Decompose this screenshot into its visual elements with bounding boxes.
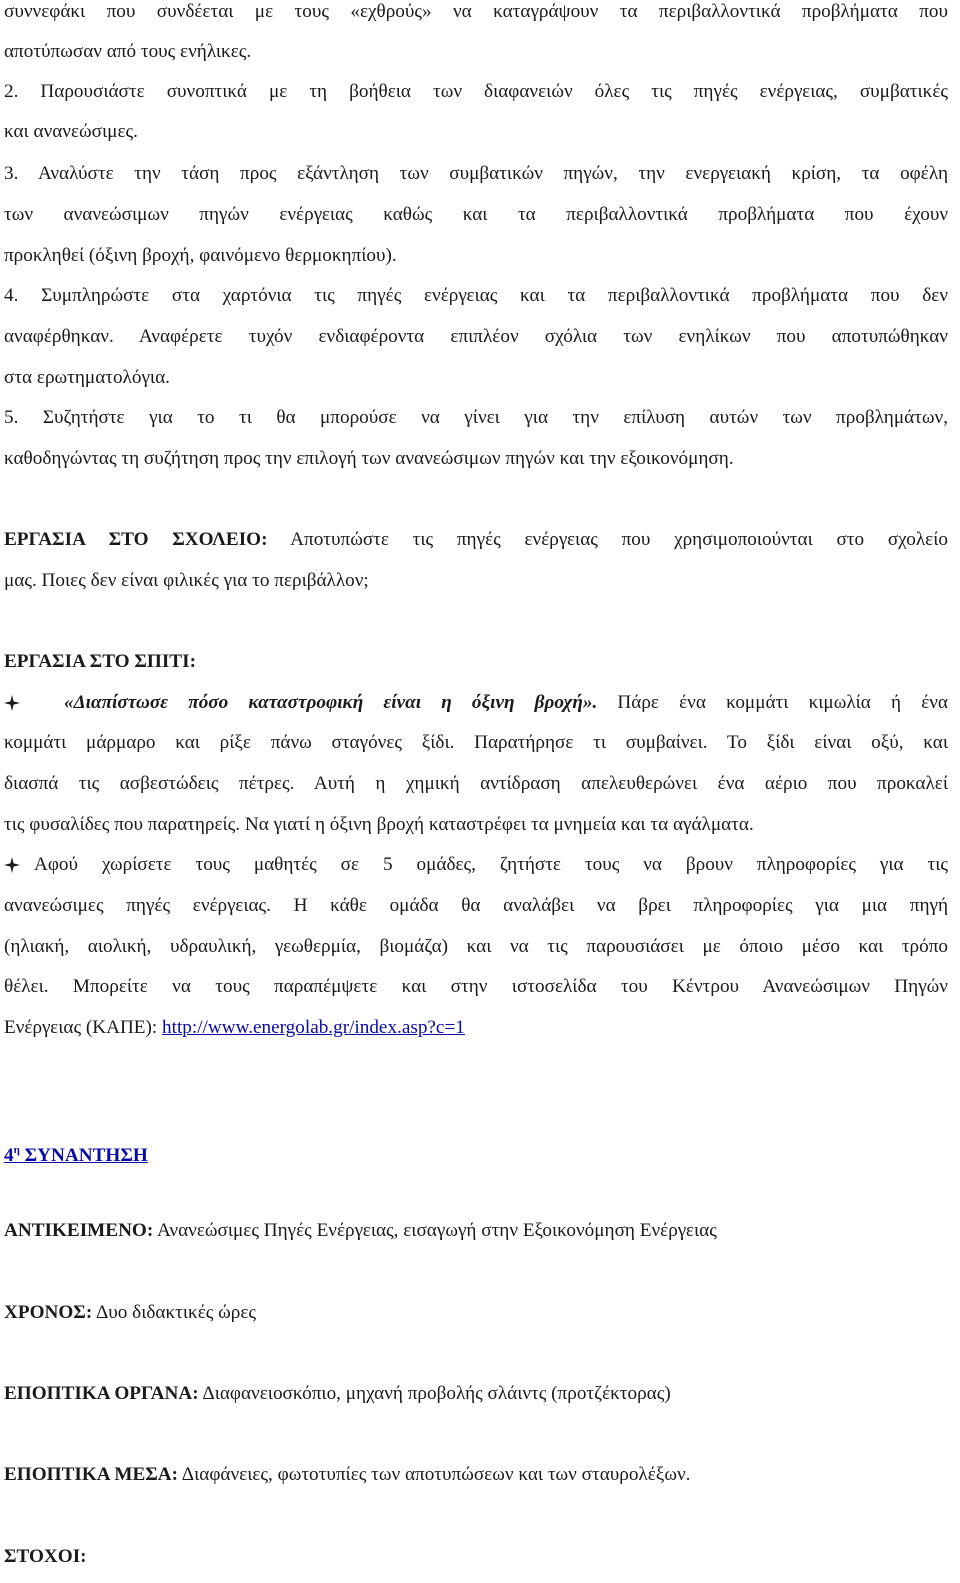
home-task-bullet-2 bbox=[4, 853, 948, 877]
time-value: Δυο διδακτικές ώρες bbox=[92, 1302, 257, 1323]
goals-label: ΣΤΟΧΟΙ: bbox=[4, 1546, 87, 1567]
text-line: αποτύπωσαν από τους ενήλικες. bbox=[4, 41, 252, 62]
text-line: συννεφάκι που συνδέεται με τους «εχθρούς» να καταγράψουν τα περιβαλλοντικά προβλήματα που bbox=[4, 1, 948, 22]
text-line: προκληθεί (όξινη βροχή, φαινόμενο θερμοκηπίου). bbox=[4, 245, 397, 266]
text-line: θέλει. Μπορείτε να τους παραπέμψετε και στην ιστοσελίδα του Κέντρου Ανανεώσιμων Πηγών bbox=[4, 976, 948, 997]
text-line: των ανανεώσιμων πηγών ενέργειας καθώς και τα περιβαλλοντικά προβλήματα που έχουν bbox=[4, 204, 948, 225]
text-line: και ανανεώσιμες. bbox=[4, 121, 138, 142]
object-label: ΑΝΤΙΚΕΙΜΕΝΟ: bbox=[4, 1220, 154, 1241]
object-value: Ανανεώσιμες Πηγές Ενέργειας, εισαγωγή στην Εξοικονόμηση Ενέργειας bbox=[153, 1220, 717, 1241]
meeting-title: ΣΥΝΑΝΤΗΣΗ bbox=[19, 1145, 148, 1166]
meeting-sup: η bbox=[13, 1144, 20, 1156]
bullet-1-text: Πάρε ένα κομμάτι κιμωλία ή ένα bbox=[597, 692, 948, 713]
text-line: στα ερωτηματολόγια. bbox=[4, 367, 170, 388]
organs-field bbox=[4, 1382, 948, 1406]
media-value: Διαφάνειες, φωτοτυπίες των αποτυπώσεων και των σταυρολέξων. bbox=[178, 1464, 691, 1485]
home-task-bullet-1 bbox=[4, 691, 948, 715]
list-item-4: 4. Συμπληρώστε στα χαρτόνια τις πηγές ενέργειας και τα περιβαλλοντικά προβλήματα που δεν bbox=[4, 285, 948, 306]
text-line: κομμάτι μάρμαρο και ρίξε πάνω σταγόνες ξίδι. Παρατήρησε τι συμβαίνει. Το ξίδι είναι οξύ, και bbox=[4, 732, 948, 753]
meeting-heading bbox=[4, 1138, 948, 1168]
text-line: ανανεώσιμες πηγές ενέργειας. Η κάθε ομάδα θα αναλάβει να βρει πληροφορίες για μια πηγή bbox=[4, 895, 948, 916]
organs-label: ΕΠΟΠΤΙΚΑ ΟΡΓΑΝΑ: bbox=[4, 1383, 199, 1404]
time-field bbox=[4, 1301, 948, 1325]
school-task-label: ΕΡΓΑΣΙΑ ΣΤΟ ΣΧΟΛΕΙΟ: bbox=[4, 529, 268, 550]
meeting-number bbox=[4, 1145, 148, 1166]
object-field bbox=[4, 1219, 948, 1243]
media-label: ΕΠΟΠΤΙΚΑ ΜΕΣΑ: bbox=[4, 1464, 179, 1485]
bullet-1-title: «Διαπίστωσε πόσο καταστροφική είναι η όξινη βροχή». bbox=[64, 692, 598, 713]
diamond-bullet-icon bbox=[4, 853, 34, 877]
text-line: μας. Ποιες δεν είναι φιλικές για το περιβάλλον; bbox=[4, 570, 369, 591]
media-field bbox=[4, 1463, 948, 1487]
bullet-2-text: Αφού χωρίσετε τους μαθητές σε 5 ομάδες, ζητήστε τους να βρουν πληροφορίες για τις bbox=[34, 854, 948, 875]
school-task-paragraph bbox=[4, 528, 948, 552]
text-line: καθοδηγώντας τη συζήτηση προς την επιλογή των ανανεώσιμων πηγών και την εξοικονόμηση. bbox=[4, 448, 734, 469]
list-item-3: 3. Αναλύστε την τάση προς εξάντληση των συμβατικών πηγών, την ενεργειακή κρίση, τα οφέλη bbox=[4, 163, 948, 184]
link-prefix: Ενέργειας (ΚΑΠΕ): bbox=[4, 1017, 163, 1038]
home-task-label: ΕΡΓΑΣΙΑ ΣΤΟ ΣΠΙΤΙ: bbox=[4, 651, 196, 672]
text-line: διασπά τις ασβεστώδεις πέτρες. Αυτή η χημική αντίδραση απελευθερώνει ένα αέριο που προκαλεί bbox=[4, 773, 948, 794]
text-line: τις φυσαλίδες που παρατηρείς. Να γιατί η όξινη βροχή καταστρέφει τα μνημεία και τα αγάλματα. bbox=[4, 814, 754, 835]
text-line: αναφέρθηκαν. Αναφέρετε τυχόν ενδιαφέροντα επιπλέον σχόλια των ενηλίκων που αποτυπώθηκαν bbox=[4, 326, 948, 347]
school-task-text: Αποτυπώστε τις πηγές ενέργειας που χρησιμοποιούνται στο σχολείο bbox=[267, 529, 948, 550]
kape-link[interactable]: http://www.energolab.gr/index.asp?c=1 bbox=[162, 1017, 465, 1038]
meeting-num: 4 bbox=[4, 1145, 14, 1166]
diamond-bullet-icon bbox=[4, 691, 64, 715]
organs-value: Διαφανειοσκόπιο, μηχανή προβολής σλάιντς (προτζέκτορας) bbox=[198, 1383, 671, 1404]
list-item-5: 5. Συζητήστε για το τι θα μπορούσε να γίνει για την επίλυση αυτών των προβλημάτων, bbox=[4, 407, 948, 428]
time-label: ΧΡΟΝΟΣ: bbox=[4, 1302, 93, 1323]
text-line bbox=[4, 1016, 948, 1040]
list-item-2: 2. Παρουσιάστε συνοπτικά με τη βοήθεια των διαφανειών όλες τις πηγές ενέργειας, συμβατικές bbox=[4, 81, 948, 102]
text-line: (ηλιακή, αιολική, υδραυλική, γεωθερμία, βιομάζα) και να τις παρουσιάσει με όποιο μέσο και τρόπο bbox=[4, 936, 948, 957]
